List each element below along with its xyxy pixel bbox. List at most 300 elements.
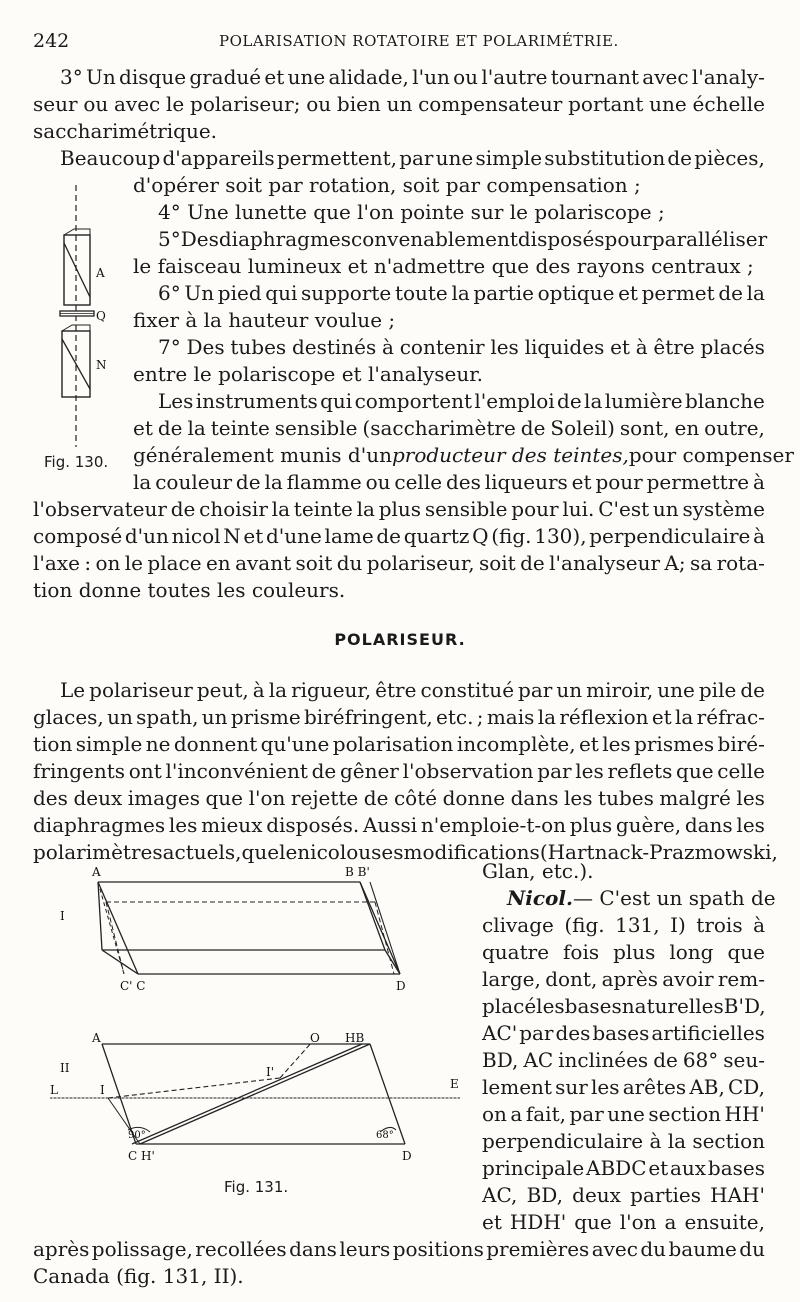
word: et: [243, 524, 264, 548]
word: a: [664, 1210, 677, 1234]
word: liqueurs: [484, 470, 568, 494]
word: d'appareils: [162, 146, 275, 170]
label-d: D: [396, 979, 406, 993]
label-bb: B B': [345, 865, 370, 879]
word: principale: [482, 1156, 585, 1180]
word: compensateur: [418, 92, 563, 116]
word: la: [675, 705, 694, 729]
word: AC': [482, 1021, 518, 1045]
word: de: [653, 1048, 678, 1072]
word: le: [279, 840, 298, 864]
word: des: [33, 786, 68, 810]
word: avant: [235, 551, 292, 575]
word: la: [264, 470, 283, 494]
word: 7°: [158, 335, 181, 359]
word: convenablement: [351, 227, 518, 251]
word: polariseur;: [190, 92, 301, 116]
text-line: [482, 912, 765, 938]
word: diaphragmes: [218, 227, 352, 251]
word: bases: [564, 994, 622, 1018]
word: un: [386, 92, 413, 116]
text-line: [482, 1101, 765, 1127]
word: à: [382, 335, 394, 359]
word: de: [520, 416, 546, 440]
word: avec: [114, 92, 161, 116]
word: plus: [613, 940, 656, 964]
word: qui: [265, 281, 298, 305]
word: être: [375, 678, 417, 702]
word: dont,: [545, 967, 598, 991]
word: blanche: [684, 389, 765, 413]
word: l'on: [619, 1210, 657, 1234]
word: HDH': [509, 1210, 567, 1234]
word: partie: [473, 281, 534, 305]
word: et: [133, 416, 153, 440]
italic-term: Nicol.: [507, 886, 573, 910]
word: AC: [523, 1048, 554, 1072]
word: les: [490, 335, 519, 359]
word: dans: [289, 1237, 337, 1261]
text-line: [482, 993, 765, 1019]
word: diaphragmes: [33, 813, 166, 837]
word: Q: [472, 524, 489, 548]
word: mieux: [201, 813, 263, 837]
word: disposés.: [266, 813, 360, 837]
label-ch: C H': [128, 1149, 155, 1163]
word: que: [205, 786, 244, 810]
word: par: [537, 759, 572, 783]
label-a: A: [96, 266, 105, 280]
word: l'observation: [402, 759, 534, 783]
word: placé: [482, 994, 537, 1018]
word: lui.: [562, 497, 595, 521]
word: que: [574, 1210, 612, 1234]
word: paralléliser: [651, 227, 768, 251]
word: A;: [664, 551, 686, 575]
text-line: [158, 280, 765, 306]
word: un: [652, 497, 679, 521]
word: 68°: [682, 1048, 719, 1072]
word: leurs: [339, 1237, 391, 1261]
word: Un: [184, 281, 215, 305]
word: optique: [537, 281, 615, 305]
word: la: [451, 281, 470, 305]
word: couleur: [155, 470, 233, 494]
text-line: [507, 885, 776, 911]
word: reflets: [607, 759, 673, 783]
word: rota-: [716, 551, 765, 575]
text-line: [158, 226, 768, 252]
word: soit: [478, 551, 516, 575]
text-line: [133, 442, 794, 468]
label-i-prime: I': [266, 1065, 275, 1079]
word: être: [653, 335, 695, 359]
word: naturelles: [621, 994, 724, 1018]
word: un: [201, 705, 228, 729]
word: ont: [128, 759, 162, 783]
word: disque: [119, 65, 187, 89]
word: et: [610, 335, 630, 359]
word: tournant: [550, 65, 639, 89]
word: l'observateur: [33, 497, 167, 521]
label-i: I: [100, 1083, 105, 1097]
word: ses: [371, 840, 404, 864]
word: polissage,: [91, 1237, 193, 1261]
word: une: [435, 146, 474, 170]
section-title: POLARISEUR.: [334, 630, 466, 649]
text-line: [33, 91, 765, 117]
word: par: [569, 1102, 604, 1126]
text-line: fixer à la hauteur voulue ;: [133, 308, 396, 332]
word: outre,: [704, 416, 765, 440]
text-line: [133, 469, 765, 495]
word: glaces,: [33, 705, 104, 729]
word: polarisation: [332, 732, 454, 756]
word: de: [718, 281, 743, 305]
word: avoir: [662, 967, 714, 991]
text-line: [482, 1128, 765, 1154]
text-line: [482, 1182, 765, 1208]
word: à: [753, 524, 765, 548]
page-header: [33, 30, 760, 52]
word: de: [157, 416, 183, 440]
word: placés: [700, 335, 765, 359]
word: l'autre: [481, 65, 548, 89]
word: de: [235, 470, 261, 494]
word: du: [739, 1237, 765, 1261]
word: pied: [217, 281, 262, 305]
figure-131: [40, 862, 470, 1202]
word: a: [510, 1102, 523, 1126]
word: fringents: [33, 759, 126, 783]
text-line: [133, 415, 765, 441]
word: Soleil): [550, 416, 615, 440]
word: les: [168, 813, 198, 837]
word: un: [556, 678, 583, 702]
text-span: pour compenser: [628, 443, 794, 467]
word: B'D,: [723, 994, 766, 1018]
word: miroir,: [586, 678, 654, 702]
text-line: [33, 1236, 765, 1262]
word: soit: [295, 551, 333, 575]
label-cc: C' C: [120, 979, 146, 993]
word: polarimètres: [33, 840, 163, 864]
word: le: [166, 92, 185, 116]
word: clivage: [482, 913, 554, 937]
label-l: L: [50, 1083, 58, 1097]
word: nicol: [297, 840, 347, 864]
word: arêtes: [622, 1075, 687, 1099]
word: guère,: [615, 813, 682, 837]
word: teinte: [293, 497, 353, 521]
word: après: [33, 1237, 90, 1261]
word: lumière: [604, 389, 683, 413]
word: que: [676, 759, 714, 783]
word: mais: [486, 705, 535, 729]
word: (Hartnack-Prazmowski,: [539, 840, 778, 864]
word: AC,: [482, 1183, 518, 1207]
word: par: [519, 1021, 554, 1045]
word: I): [670, 913, 686, 937]
word: par: [518, 678, 553, 702]
word: seur: [33, 92, 78, 116]
word: sont,: [619, 416, 670, 440]
word: simple: [475, 146, 543, 170]
word: l'analy-: [691, 65, 765, 89]
word: quatre: [482, 940, 550, 964]
word: Les: [158, 389, 194, 413]
quartz-plate: [60, 311, 94, 316]
label-angle-68: 68°: [376, 1130, 394, 1141]
word: sensible: [424, 497, 508, 521]
label-hb: HB: [345, 1031, 365, 1045]
word: etc.: [436, 705, 474, 729]
label-a: A: [92, 865, 101, 879]
word: liquides: [524, 335, 605, 359]
word: l'inconvénient: [165, 759, 308, 783]
label-o: O: [310, 1031, 320, 1045]
text-line: [60, 677, 765, 703]
text-line: [33, 496, 765, 522]
word: aux: [670, 1156, 707, 1180]
word: un: [107, 705, 133, 729]
word: la: [356, 497, 375, 521]
text-line: [482, 1047, 765, 1073]
word: par: [399, 146, 434, 170]
word: biréfringent,: [303, 705, 433, 729]
text-line: [482, 1020, 765, 1046]
word: la: [537, 705, 557, 729]
word: (saccharimètre: [362, 416, 516, 440]
word: pour: [595, 470, 643, 494]
word: deux: [572, 1183, 621, 1207]
word: les: [736, 786, 765, 810]
text-line: [33, 758, 765, 784]
word: section: [692, 1129, 765, 1153]
word: dans: [510, 786, 559, 810]
word: ou: [346, 840, 372, 864]
word: les: [591, 1075, 620, 1099]
word: l'axe: [33, 551, 80, 575]
text-line: le faisceau lumineux et n'admettre que des rayons centraux ;: [133, 254, 754, 278]
word: le: [124, 551, 144, 575]
word: réflexion: [559, 705, 649, 729]
word: lame: [324, 524, 374, 548]
word: donnent: [173, 732, 258, 756]
roman-label-2: II: [60, 1061, 70, 1075]
word: permettent,: [276, 146, 398, 170]
word: côté: [393, 786, 438, 810]
word: pour: [511, 497, 559, 521]
word: permet: [641, 281, 715, 305]
word: actuels,: [162, 840, 242, 864]
text-line: [482, 1155, 765, 1181]
word: on: [95, 551, 121, 575]
word: malgré: [659, 786, 731, 810]
word: donne: [442, 786, 506, 810]
word: gradué: [189, 65, 262, 89]
word: choisir: [199, 497, 268, 521]
word: (fig.: [564, 913, 605, 937]
text-span: généralement munis d'un: [133, 443, 392, 467]
word: la: [584, 389, 603, 413]
text-line: [60, 145, 765, 171]
word: de: [557, 389, 582, 413]
text-line: [33, 812, 765, 838]
word: teinte: [210, 416, 270, 440]
word: composé: [33, 524, 123, 548]
word: de: [376, 524, 401, 548]
word: la: [268, 678, 288, 702]
word: la: [187, 416, 206, 440]
word: contenir: [399, 335, 485, 359]
text-line: Canada (fig. 131, II).: [33, 1264, 244, 1288]
word: section: [648, 1102, 722, 1126]
word: dans: [684, 813, 733, 837]
italic-term: producteur des teintes,: [391, 443, 629, 467]
word: place: [147, 551, 202, 575]
word: N: [223, 524, 241, 548]
word: quartz: [403, 524, 470, 548]
word: rigueur,: [291, 678, 372, 702]
label-d2: D: [402, 1149, 412, 1163]
roman-label-1: I: [60, 909, 65, 923]
word: la: [271, 497, 290, 521]
word: sensible: [274, 416, 358, 440]
word: celle: [717, 759, 765, 783]
word: avec: [591, 1237, 638, 1261]
analyser-prism: [64, 229, 90, 305]
word: en: [205, 551, 231, 575]
text-line: [482, 939, 765, 965]
word: la: [746, 281, 765, 305]
word: modifications: [403, 840, 540, 864]
text-line: tion donne toutes les couleurs.: [33, 578, 346, 602]
word: plus: [569, 813, 613, 837]
text-line: [482, 966, 765, 992]
word: de: [170, 497, 196, 521]
word: d'une: [265, 524, 322, 548]
figure-130: [40, 185, 130, 450]
word: ou: [365, 470, 391, 494]
word: et: [578, 732, 599, 756]
text-line: [60, 64, 765, 90]
word: polariseur: [89, 678, 193, 702]
word: plus: [378, 497, 422, 521]
word: pile: [698, 678, 737, 702]
word: fait,: [525, 1102, 566, 1126]
word: incomplète,: [456, 732, 576, 756]
word: permettre: [646, 470, 750, 494]
word: de: [520, 551, 545, 575]
word: positions: [392, 1237, 484, 1261]
word: de: [363, 786, 389, 810]
word: bases: [707, 1156, 765, 1180]
word: l'analyseur: [549, 551, 661, 575]
page-number: 242: [33, 30, 70, 52]
word: prismes: [634, 732, 715, 756]
text-line: [33, 523, 765, 549]
word: prisme: [230, 705, 301, 729]
word: et: [482, 1210, 502, 1234]
word: 3°: [60, 65, 83, 89]
word: alidade,: [328, 65, 409, 89]
word: la: [133, 470, 152, 494]
text-line: [33, 785, 765, 811]
word: Un: [86, 65, 116, 89]
word: sa: [689, 551, 713, 575]
text-line: saccharimétrique.: [33, 119, 218, 143]
word: HAH': [710, 1183, 765, 1207]
word: les: [536, 994, 565, 1018]
word: une: [287, 65, 326, 89]
text-line: [158, 334, 765, 360]
word: pièces,: [694, 146, 765, 170]
word: des: [555, 1021, 591, 1045]
word: Le: [60, 678, 86, 702]
word: une: [607, 1102, 645, 1126]
word: 130),: [534, 524, 587, 548]
word: :: [84, 551, 92, 575]
word: n'emploie-t-on: [420, 813, 567, 837]
word: l'on: [248, 786, 286, 810]
word: les: [575, 759, 604, 783]
word: tubes: [230, 335, 287, 359]
word: 131,: [615, 913, 660, 937]
text-span: — C'est un spath de: [572, 886, 776, 910]
text-line: entre le polariscope et l'analyseur.: [133, 362, 483, 386]
text-line: [482, 1074, 765, 1100]
text-line: [482, 1209, 765, 1235]
word: et: [648, 1156, 669, 1180]
word: ou: [453, 65, 479, 89]
word: ;: [476, 705, 484, 729]
word: large,: [482, 967, 541, 991]
word: recollées: [195, 1237, 287, 1261]
word: ou: [83, 92, 109, 116]
word: de: [740, 678, 765, 702]
word: 5°: [158, 227, 181, 251]
word: AB,: [689, 1075, 725, 1099]
word: qu'une: [260, 732, 330, 756]
word: HH': [724, 1102, 765, 1126]
word: 6°: [158, 281, 181, 305]
word: (fig.: [491, 524, 532, 548]
word: à: [753, 913, 765, 937]
word: nicol: [171, 524, 221, 548]
figure-130-caption: Fig. 130.: [44, 453, 109, 471]
word: ABDC: [586, 1156, 647, 1180]
word: ou: [306, 92, 332, 116]
word: deux: [73, 786, 123, 810]
word: réfrac-: [696, 705, 765, 729]
word: substitution: [544, 146, 666, 170]
figure-131-caption: Fig. 131.: [224, 1178, 289, 1196]
text-line: [158, 388, 765, 414]
word: Beaucoup: [60, 146, 161, 170]
text-line: [33, 704, 765, 730]
word: CD,: [728, 1075, 765, 1099]
word: supporte: [301, 281, 392, 305]
word: long: [669, 940, 714, 964]
word: Aussi: [362, 813, 418, 837]
word: seu-: [723, 1048, 765, 1072]
word: pour: [604, 227, 652, 251]
word: les: [564, 786, 593, 810]
word: lement: [482, 1075, 552, 1099]
label-angle-90: 90°: [128, 1130, 146, 1141]
word: Des: [186, 335, 225, 359]
